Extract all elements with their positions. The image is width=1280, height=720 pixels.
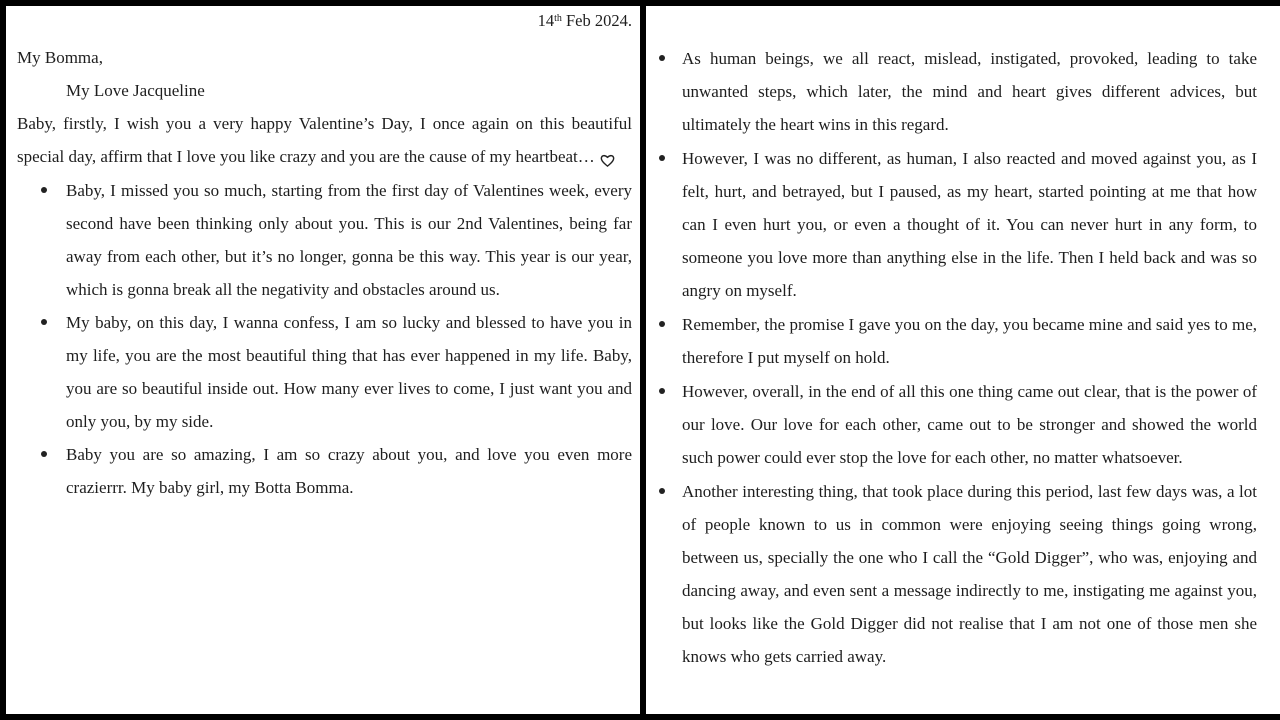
letter-page-left [6,6,640,714]
salutation: My Bomma, [17,48,103,67]
list-item-text: However, I was no different, as human, I also reacted and moved against you, as I felt, hurt, and betrayed, but I paused, as my heart, started pointing at me that how can I even hurt you, or even a thought of it. You can never hurt in any form, to someone you love more than anything else in the life. Then I held back and was so angry on myself. [682,149,1257,300]
letter-page-right [646,6,1280,714]
letter-date [17,10,632,32]
list-item [17,438,632,504]
list-item [655,308,1257,374]
list-item-text: However, overall, in the end of all this one thing came out clear, that is the power of our love. Our love for each other, came out to be stronger and showed the world such power could ever stop the love for each other, no matter whatsoever. [682,382,1257,467]
list-item [655,475,1257,673]
list-item-text: Baby, I missed you so much, starting from the first day of Valentines week, every second have been thinking only about you. This is our 2nd Valentines, being far away from each other, but it’s no longer, gonna be this way. This year is our year, which is gonna break all the negativity and obstacles around us. [66,181,632,299]
bullet-icon [41,319,47,325]
bullet-icon [41,451,47,457]
bullet-icon [659,388,665,394]
list-item-text: Another interesting thing, that took place during this period, last few days was, a lot of people known to us in common were enjoying seeing things going wrong, between us, specially the one who I call the “Gold Digger”, who was, enjoying and dancing away, and even sent a message indirectly to me, instigating me against you, but looks like the Gold Digger did not realise that I am not one of those men she knows who gets carried away. [682,482,1257,666]
list-item-text: As human beings, we all react, mislead, instigated, provoked, leading to take unwanted steps, which later, the mind and heart gives different advices, but ultimately the heart wins in this regard. [682,49,1257,134]
list-item [17,306,632,438]
bullet-icon [659,488,665,494]
date-rest: Feb 2024. [561,11,632,30]
salutation-name: My Love Jacqueline [66,81,205,100]
heart-icon [600,153,615,168]
bullet-icon [659,55,665,61]
bullet-icon [659,321,665,327]
date-day: 14 [537,11,555,30]
list-item [655,42,1257,141]
list-item-text: My baby, on this day, I wanna confess, I am so lucky and blessed to have you in my life, you are the most beautiful thing that has ever happened in my life. Baby, you are so beautiful inside out. How many ever lives to come, I just want you and only you, by my side. [66,313,632,431]
list-item [17,174,632,306]
bullet-list-right [655,42,1257,673]
list-item-text: Baby you are so amazing, I am so crazy about you, and love you even more crazierrr. My baby girl, my Botta Bomma. [66,445,632,497]
intro-text: Baby, firstly, I wish you a very happy Valentine’s Day, I once again on this beautiful special day, affirm that I love you like crazy and you are the cause of my heartbeat… [17,114,632,166]
bullet-list-left [17,174,632,504]
intro-paragraph [17,107,632,173]
bullet-icon [659,155,665,161]
list-item [655,142,1257,307]
bullet-icon [41,187,47,193]
list-item-text: Remember, the promise I gave you on the day, you became mine and said yes to me, therefore I put myself on hold. [682,315,1257,367]
list-item [655,375,1257,474]
date-suffix: th [554,13,562,24]
